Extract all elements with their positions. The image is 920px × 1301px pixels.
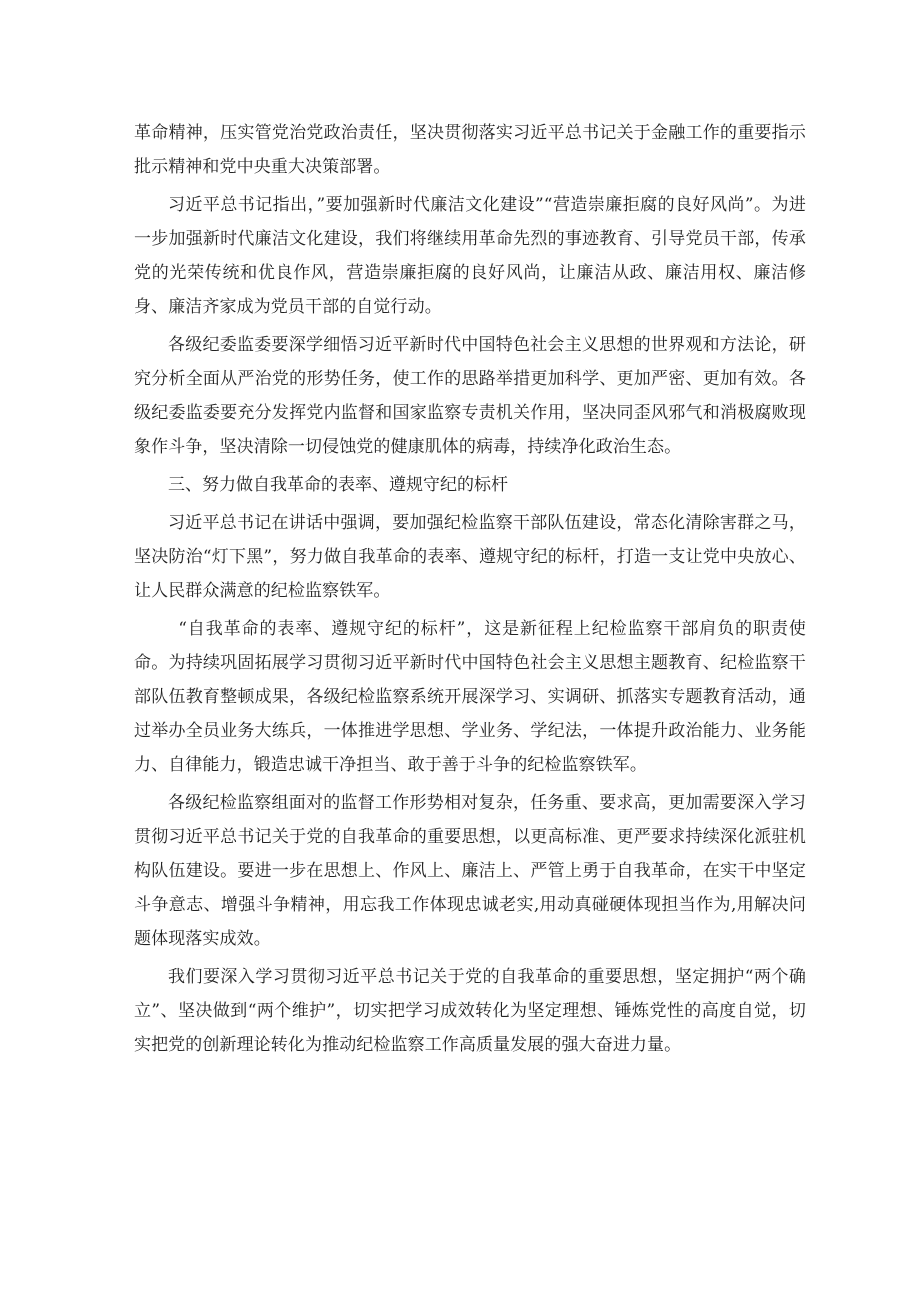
paragraph-1: 革命精神，压实管党治党政治责任，坚决贯彻落实习近平总书记关于金融工作的重要指示批示精神和党中央重大决策部署。 bbox=[134, 123, 806, 177]
section-heading: 三、努力做自我革命的表率、遵规守纪的标杆 bbox=[168, 475, 508, 495]
paragraph-3: 各级纪委监委要深学细悟习近平新时代中国特色社会主义思想的世界观和方法论，研究分析全面从严治党的形势任务，使工作的思路举措更加科学、更加严密、更加有效。各级纪委监委要充分发挥党内监督和国家监察专责机关作用，坚决同歪风邪气和消极腐败现象作斗争，坚决清除一切侵蚀党的健康肌体的病毒，持续净化政治生态。 bbox=[134, 335, 806, 457]
paragraph-6: 各级纪检监察组面对的监督工作形势相对复杂，任务重、要求高，更加需要深入学习贯彻习近平总书记关于党的自我革命的重要思想，以更高标准、更严要求持续深化派驻机构队伍建设。要进一步在思想上、作风上、廉洁上、严管上勇于自我革命，在实干中坚定斗争意志、增强斗争精神，用忘我工作体现忠诚老实,用动真碰硬体现担当作为,用解决问题体现落实成效。 bbox=[134, 793, 806, 949]
paragraph-4: 习近平总书记在讲话中强调，要加强纪检监察干部队伍建设，常态化清除害群之马，坚决防治“灯下黑”，努力做自我革命的表率、遵规守纪的标杆，打造一支让党中央放心、让人民群众满意的纪检监察铁军。 bbox=[134, 513, 806, 601]
document-body bbox=[134, 116, 806, 1066]
paragraph-2: 习近平总书记指出，”要加强新时代廉洁文化建设”“营造崇廉拒腐的良好风尚”。为进一步加强新时代廉洁文化建设，我们将继续用革命先烈的事迹教育、引导党员干部，传承党的光荣传统和优良作风，营造崇廉拒腐的良好风尚，让廉洁从政、廉洁用权、廉洁修身、廉洁齐家成为党员干部的自觉行动。 bbox=[134, 195, 806, 317]
paragraph-7: 我们要深入学习贯彻习近平总书记关于党的自我革命的重要思想，坚定拥护“两个确立”、坚决做到“两个维护”，切实把学习成效转化为坚定理想、锤炼党性的高度自觉，切实把党的创新理论转化为推动纪检监察工作高质量发展的强大奋进力量。 bbox=[134, 967, 806, 1055]
paragraph-5: “自我革命的表率、遵规守纪的标杆”，这是新征程上纪检监察干部肩负的职责使命。为持续巩固拓展学习贯彻习近平新时代中国特色社会主义思想主题教育、纪检监察干部队伍教育整顿成果，各级纪检监察系统开展深学习、实调研、抓落实专题教育活动，通过举办全员业务大练兵，一体推进学思想、学业务、学纪法，一体提升政治能力、业务能力、自律能力，锻造忠诚干净担当、敢于善于斗争的纪检监察铁军。 bbox=[134, 619, 806, 775]
